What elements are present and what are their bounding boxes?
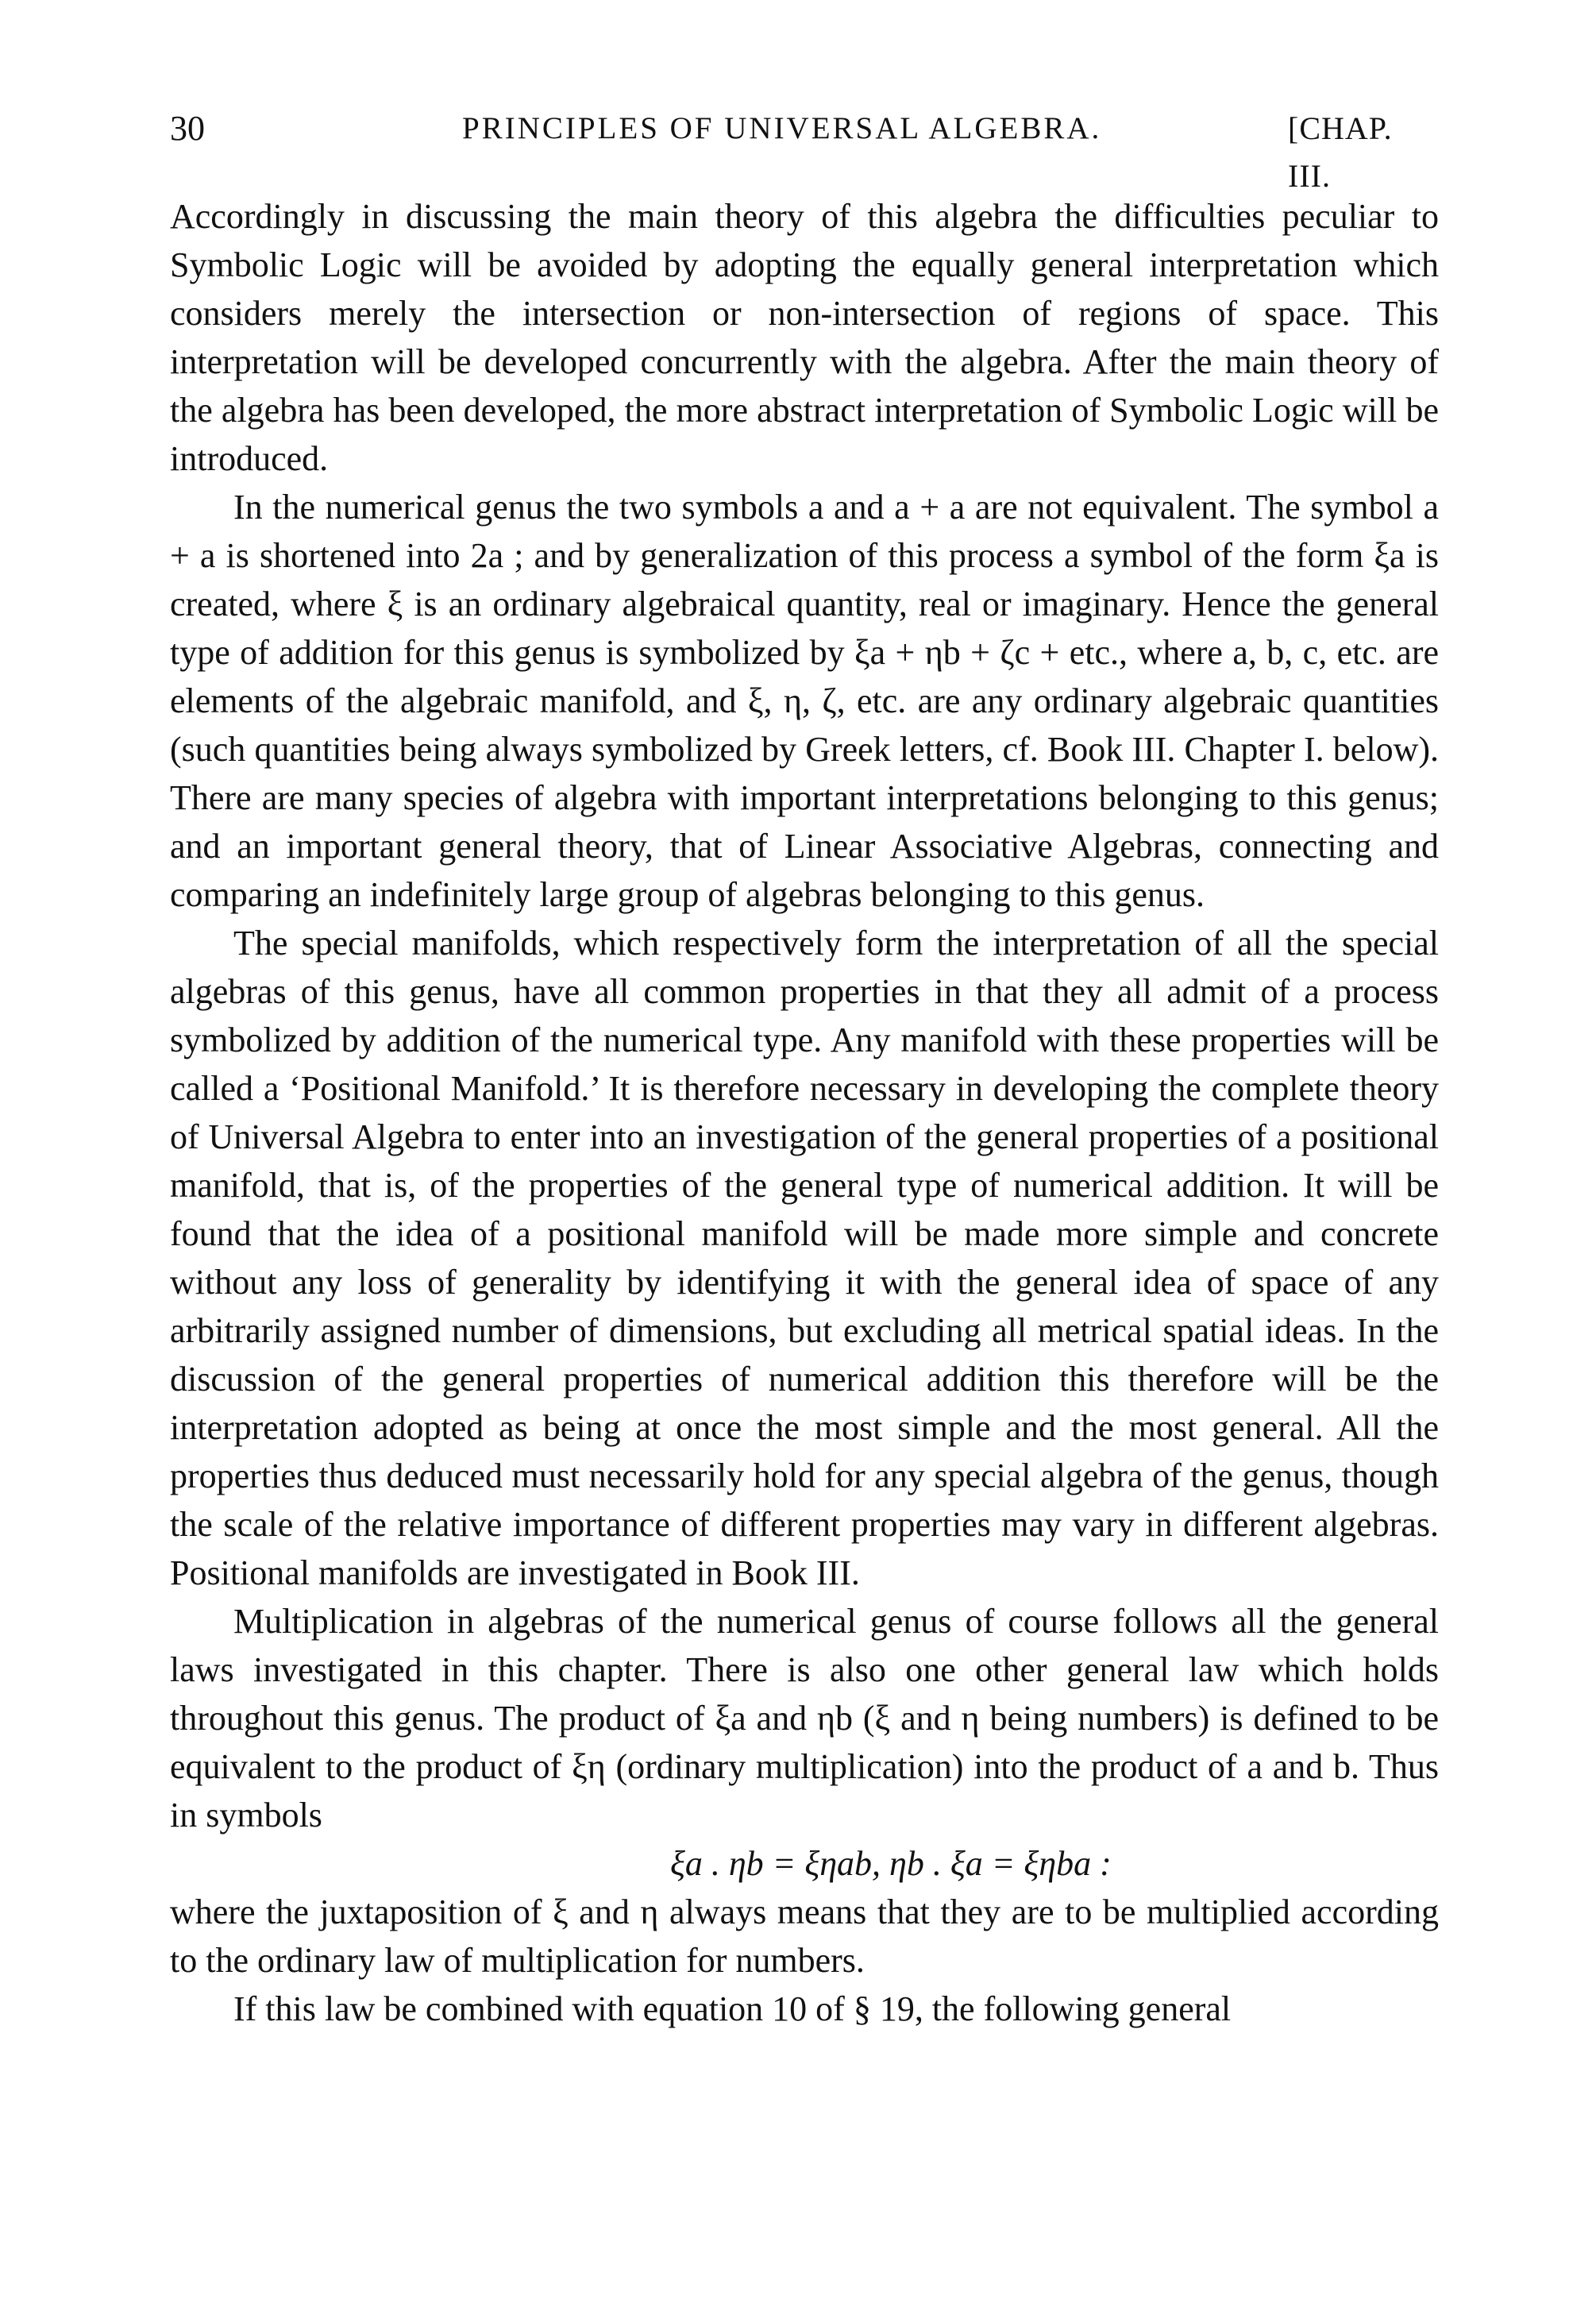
page-number: 30	[170, 109, 205, 148]
paragraph-law-combined: If this law be combined with equation 10 of § 19, the following general	[233, 1989, 1232, 2028]
running-header	[170, 105, 1440, 194]
body-text	[170, 192, 1439, 2033]
chapter-label: [CHAP. III.	[1288, 110, 1393, 194]
paragraph-special-manifolds: The special manifolds, which respectively form the interpretation of all the special algebras of this genus, have all common properties in that they all admit of a process symbolized by addition of the numerical type. Any manifold with these properties will be called a ‘Positional Manifold.’ It is therefore necessary in developing the complete theory of Universal Algebra to enter into an investigation of the general properties of a positional manifold, that is, of the properties of the general type of numerical addition. It will be found that the idea of a positional manifold will be made more simple and concrete without any loss of generality by identifying it with the general idea of space of any arbitrarily assigned number of dimensions, but excluding all metrical spatial ideas. In the discussion of the general properties of numerical addition this therefore will be the interpretation adopted as being at once the most simple and the most general. All the properties thus deduced must necessarily hold for any special algebra of the genus, though the scale of the relative importance of different properties may vary in different algebras. Positional manifolds are investigated in Book III.	[170, 924, 1439, 1592]
paragraph-multiplication: Multiplication in algebras of the numerical genus of course follows all the general laws investigated in this chapter. There is also one other general law which holds throughout this genus. The product of ξa and ηb (ξ and η being numbers) is defined to be equivalent to the product of ξη (ordinary multiplication) into the product of a and b. Thus in symbols	[170, 1602, 1439, 1835]
equation-line: ξa . ηb = ξηab, ηb . ξa = ξηba :	[670, 1844, 1112, 1883]
paragraph-numerical-genus: In the numerical genus the two symbols a and a + a are not equivalent. The symbol a + a is shortened into 2a ; and by generalization of this process a symbol of the form ξa is created, where ξ is an ordinary algebraical quantity, real or imaginary. Hence the general type of addition for this genus is symbolized by ξa + ηb + ζc + etc., where a, b, c, etc. are elements of the algebraic manifold, and ξ, η, ζ, etc. are any ordinary algebraic quantities (such quantities being always symbolized by Greek letters, cf. Book III. Chapter I. below). There are many species of algebra with important interpretations belonging to this genus; and an important general theory, that of Linear Associative Algebras, connecting and comparing an indefinitely large group of algebras belonging to this genus.	[170, 488, 1439, 914]
paragraph-juxtaposition: where the juxtaposition of ξ and η always means that they are to be multiplied according to the ordinary law of multiplication for numbers.	[170, 1892, 1439, 1980]
paragraph-accordingly: Accordingly in discussing the main theory of this algebra the difficulties peculiar to Symbolic Logic will be avoided by adopting the equally general interpretation which considers merely the intersection or non-intersection of regions of space. This interpretation will be developed concurrently with the algebra. After the main theory of the algebra has been developed, the more abstract interpretation of Symbolic Logic will be introduced.	[170, 197, 1439, 478]
running-title: PRINCIPLES OF UNIVERSAL ALGEBRA.	[462, 111, 1102, 145]
